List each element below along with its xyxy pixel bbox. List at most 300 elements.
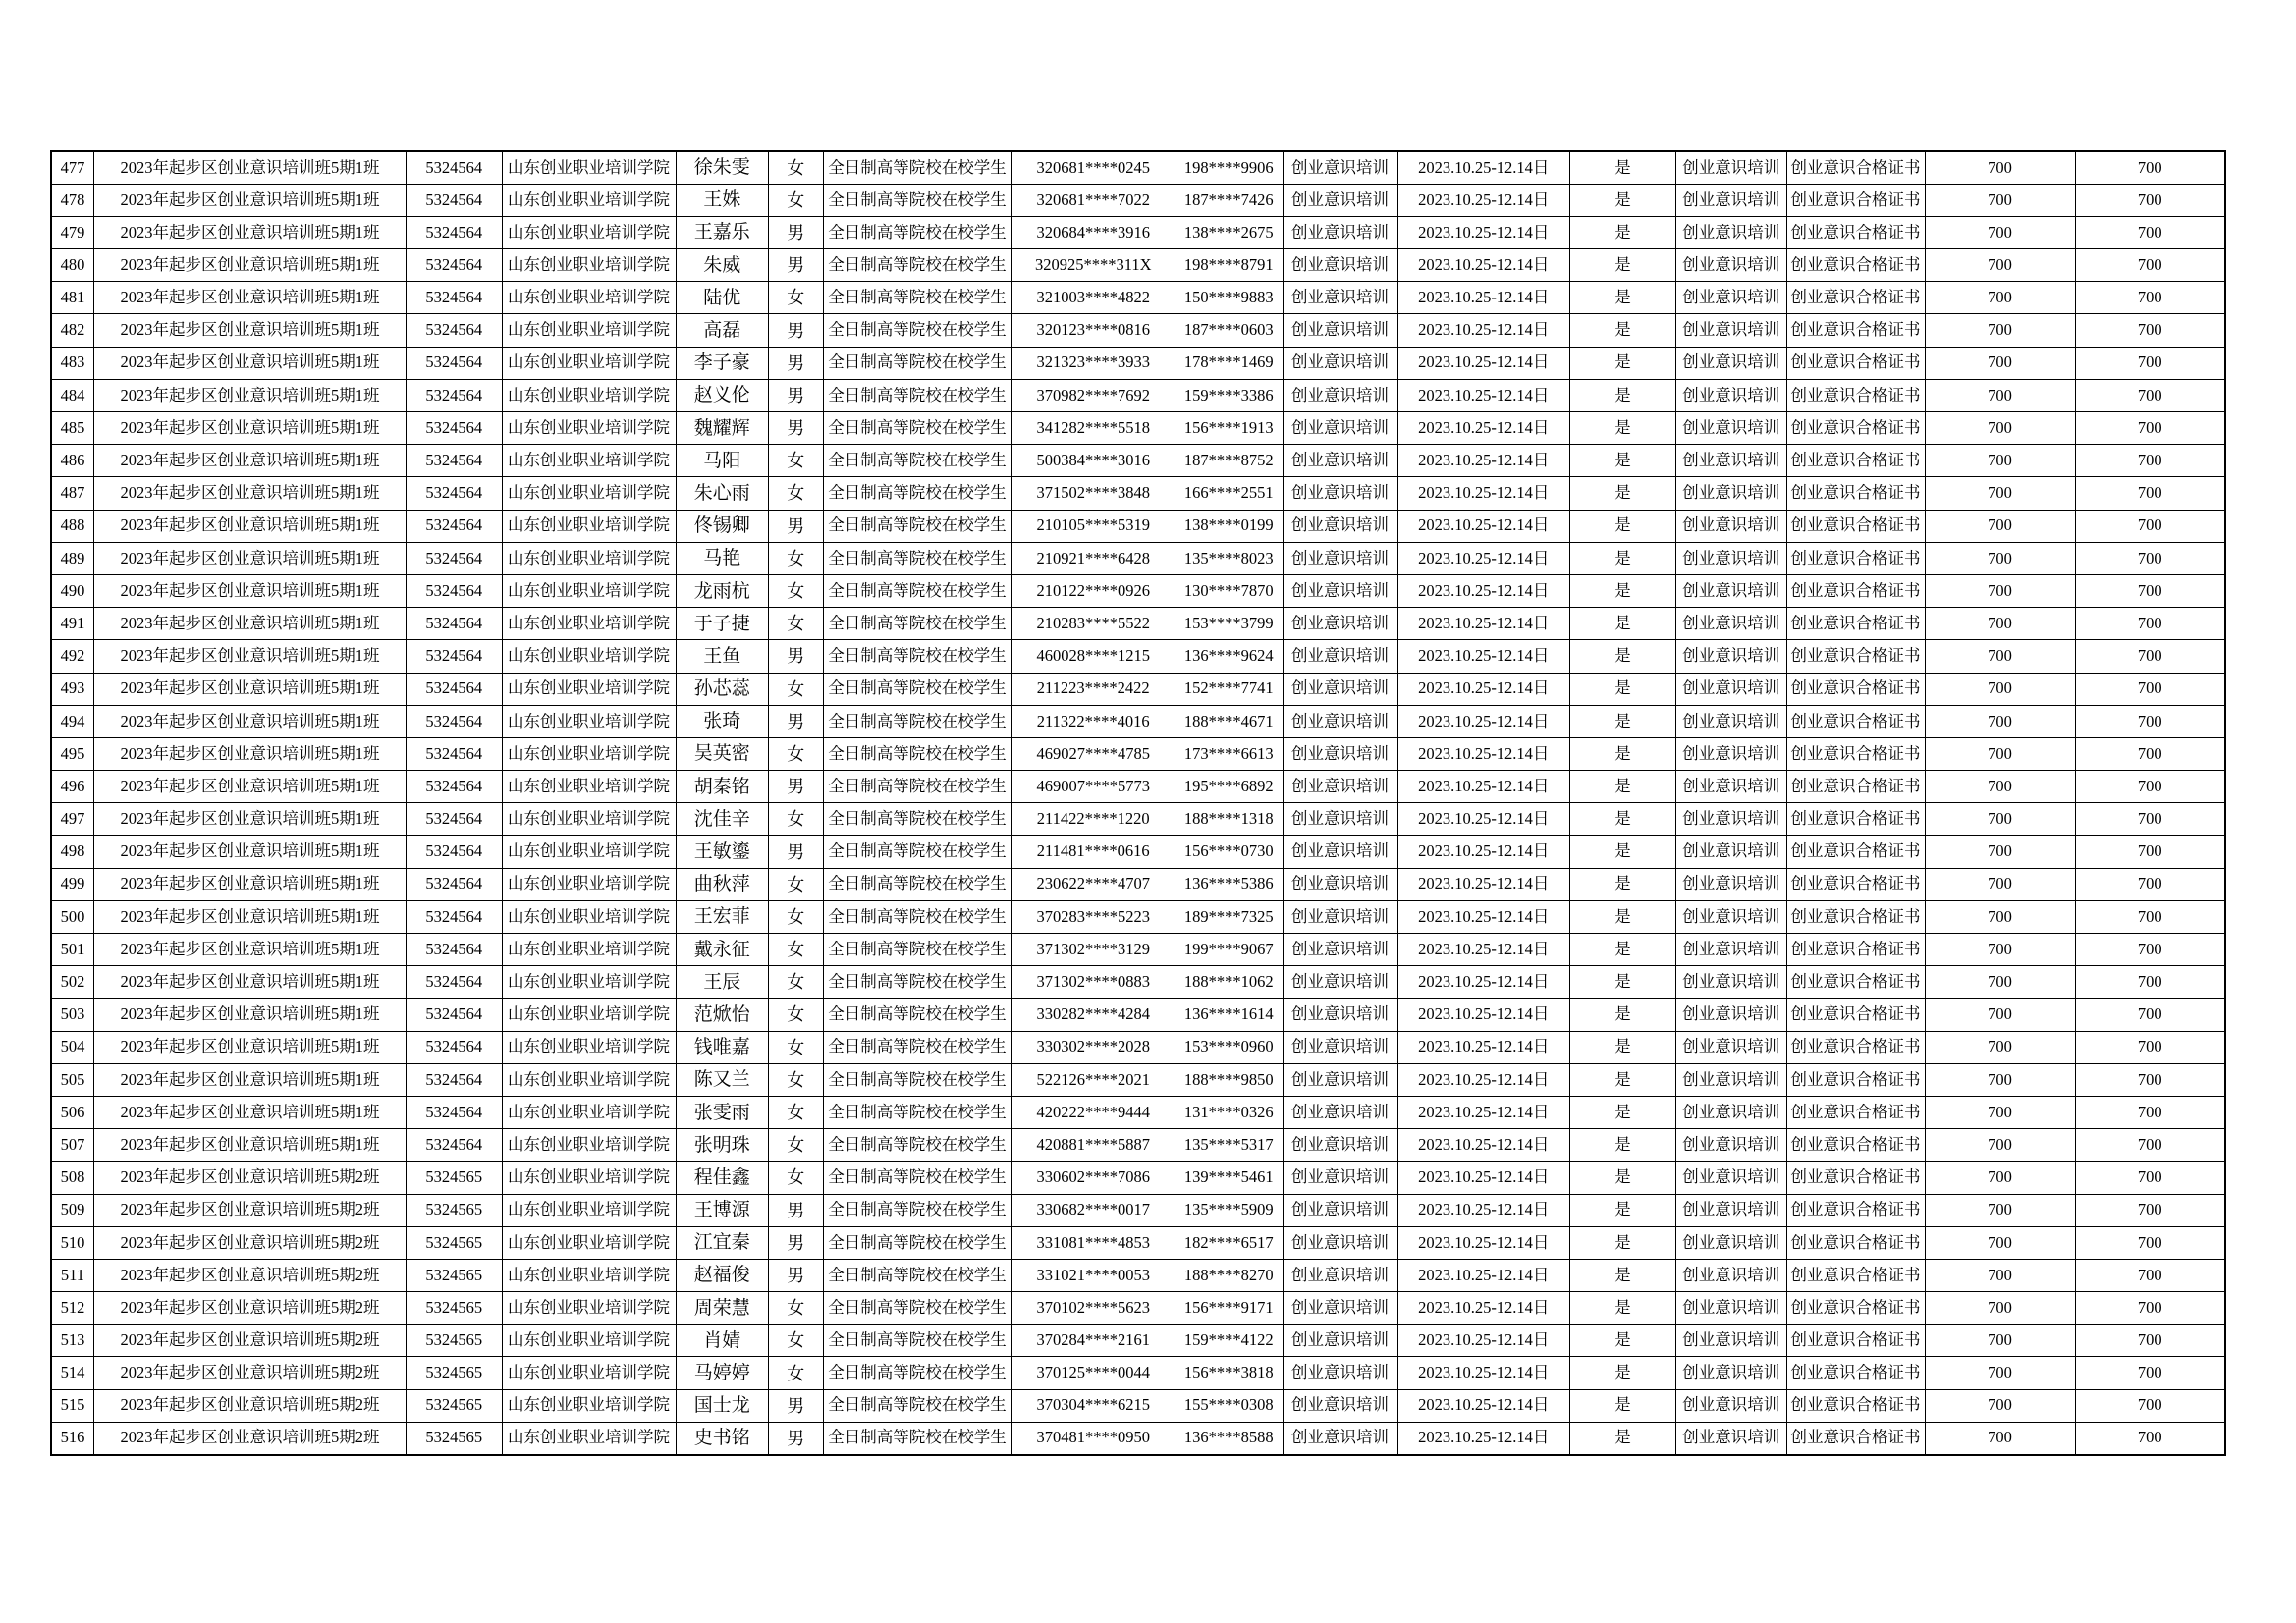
- cell-gender: 女: [769, 1063, 824, 1096]
- cell-training-period: 2023.10.25-12.14日: [1397, 574, 1570, 607]
- cell-certificate-name: 创业意识合格证书: [1786, 1063, 1925, 1096]
- cell-gender: 女: [769, 1292, 824, 1325]
- cell-amount-2: 700: [2075, 608, 2225, 640]
- cell-id-number: 211481****0616: [1011, 836, 1175, 868]
- cell-training-type: 创业意识培训: [1283, 1292, 1397, 1325]
- table-row: [51, 705, 2225, 737]
- cell-category: 全日制高等院校在校学生: [823, 1162, 1011, 1194]
- cell-qualified: 是: [1570, 608, 1676, 640]
- cell-index: 505: [51, 1063, 94, 1096]
- cell-institution: 山东创业职业培训学院: [502, 249, 676, 282]
- cell-training-type: 创业意识培训: [1283, 803, 1397, 836]
- table-row: [51, 1162, 2225, 1194]
- cell-institution: 山东创业职业培训学院: [502, 966, 676, 999]
- cell-trainee-name: 钱唯嘉: [676, 1031, 769, 1063]
- cell-training-period: 2023.10.25-12.14日: [1397, 1389, 1570, 1422]
- cell-qualified: 是: [1570, 803, 1676, 836]
- cell-id-number: 371502****3848: [1011, 477, 1175, 510]
- cell-qualified: 是: [1570, 705, 1676, 737]
- cell-gender: 女: [769, 1096, 824, 1128]
- cell-category: 全日制高等院校在校学生: [823, 868, 1011, 900]
- cell-id-number: 370284****2161: [1011, 1325, 1175, 1357]
- cell-certificate-type: 创业意识培训: [1676, 282, 1787, 314]
- cell-trainee-name: 戴永征: [676, 934, 769, 966]
- cell-class-code: 5324565: [407, 1194, 503, 1226]
- cell-institution: 山东创业职业培训学院: [502, 216, 676, 248]
- cell-certificate-type: 创业意识培训: [1676, 1357, 1787, 1389]
- cell-phone: 153****3799: [1175, 608, 1284, 640]
- cell-category: 全日制高等院校在校学生: [823, 737, 1011, 770]
- cell-index: 491: [51, 608, 94, 640]
- cell-class-code: 5324564: [407, 477, 503, 510]
- table-row: [51, 1031, 2225, 1063]
- cell-certificate-type: 创业意识培训: [1676, 999, 1787, 1031]
- cell-training-type: 创业意识培训: [1283, 542, 1397, 574]
- cell-training-period: 2023.10.25-12.14日: [1397, 803, 1570, 836]
- cell-phone: 155****0308: [1175, 1389, 1284, 1422]
- cell-amount-1: 700: [1925, 1259, 2075, 1291]
- cell-amount-1: 700: [1925, 151, 2075, 184]
- cell-qualified: 是: [1570, 1031, 1676, 1063]
- cell-class-name: 2023年起步区创业意识培训班5期1班: [94, 868, 407, 900]
- cell-gender: 男: [769, 379, 824, 411]
- cell-institution: 山东创业职业培训学院: [502, 1357, 676, 1389]
- cell-amount-2: 700: [2075, 1422, 2225, 1454]
- cell-id-number: 211322****4016: [1011, 705, 1175, 737]
- cell-amount-2: 700: [2075, 542, 2225, 574]
- cell-class-name: 2023年起步区创业意识培训班5期1班: [94, 510, 407, 542]
- cell-gender: 女: [769, 803, 824, 836]
- cell-gender: 女: [769, 966, 824, 999]
- cell-training-type: 创业意识培训: [1283, 1194, 1397, 1226]
- cell-phone: 159****4122: [1175, 1325, 1284, 1357]
- cell-amount-1: 700: [1925, 1292, 2075, 1325]
- cell-class-name: 2023年起步区创业意识培训班5期1班: [94, 608, 407, 640]
- cell-trainee-name: 李子豪: [676, 347, 769, 379]
- cell-gender: 女: [769, 1031, 824, 1063]
- cell-trainee-name: 高磊: [676, 314, 769, 347]
- cell-category: 全日制高等院校在校学生: [823, 803, 1011, 836]
- cell-class-name: 2023年起步区创业意识培训班5期1班: [94, 966, 407, 999]
- cell-qualified: 是: [1570, 999, 1676, 1031]
- cell-amount-2: 700: [2075, 1259, 2225, 1291]
- cell-training-period: 2023.10.25-12.14日: [1397, 771, 1570, 803]
- cell-amount-2: 700: [2075, 1063, 2225, 1096]
- cell-class-name: 2023年起步区创业意识培训班5期1班: [94, 542, 407, 574]
- table-row: [51, 1422, 2225, 1454]
- cell-phone: 189****7325: [1175, 900, 1284, 933]
- cell-trainee-name: 赵福俊: [676, 1259, 769, 1291]
- cell-category: 全日制高等院校在校学生: [823, 379, 1011, 411]
- cell-amount-1: 700: [1925, 477, 2075, 510]
- cell-training-period: 2023.10.25-12.14日: [1397, 608, 1570, 640]
- cell-amount-1: 700: [1925, 216, 2075, 248]
- cell-phone: 152****7741: [1175, 673, 1284, 705]
- cell-category: 全日制高等院校在校学生: [823, 705, 1011, 737]
- cell-training-type: 创业意识培训: [1283, 1389, 1397, 1422]
- cell-class-name: 2023年起步区创业意识培训班5期1班: [94, 737, 407, 770]
- cell-class-name: 2023年起步区创业意识培训班5期1班: [94, 1129, 407, 1162]
- cell-institution: 山东创业职业培训学院: [502, 1096, 676, 1128]
- cell-qualified: 是: [1570, 1422, 1676, 1454]
- cell-class-name: 2023年起步区创业意识培训班5期1班: [94, 934, 407, 966]
- cell-training-type: 创业意识培训: [1283, 379, 1397, 411]
- cell-id-number: 320123****0816: [1011, 314, 1175, 347]
- cell-index: 513: [51, 1325, 94, 1357]
- cell-index: 511: [51, 1259, 94, 1291]
- cell-training-period: 2023.10.25-12.14日: [1397, 1194, 1570, 1226]
- table-row: [51, 151, 2225, 184]
- cell-training-type: 创业意识培训: [1283, 347, 1397, 379]
- cell-certificate-type: 创业意识培训: [1676, 1194, 1787, 1226]
- cell-id-number: 331081****4853: [1011, 1226, 1175, 1259]
- cell-training-period: 2023.10.25-12.14日: [1397, 347, 1570, 379]
- cell-amount-1: 700: [1925, 347, 2075, 379]
- cell-qualified: 是: [1570, 282, 1676, 314]
- cell-amount-2: 700: [2075, 1162, 2225, 1194]
- cell-category: 全日制高等院校在校学生: [823, 1389, 1011, 1422]
- cell-certificate-type: 创业意识培训: [1676, 705, 1787, 737]
- cell-amount-2: 700: [2075, 1357, 2225, 1389]
- cell-class-name: 2023年起步区创业意识培训班5期1班: [94, 151, 407, 184]
- table-row: [51, 314, 2225, 347]
- cell-training-type: 创业意识培训: [1283, 1162, 1397, 1194]
- cell-amount-1: 700: [1925, 836, 2075, 868]
- cell-class-code: 5324564: [407, 934, 503, 966]
- cell-amount-2: 700: [2075, 347, 2225, 379]
- cell-certificate-type: 创业意识培训: [1676, 966, 1787, 999]
- cell-index: 485: [51, 412, 94, 445]
- cell-class-name: 2023年起步区创业意识培训班5期1班: [94, 314, 407, 347]
- cell-certificate-name: 创业意识合格证书: [1786, 412, 1925, 445]
- cell-training-type: 创业意识培训: [1283, 1129, 1397, 1162]
- cell-certificate-name: 创业意识合格证书: [1786, 1422, 1925, 1454]
- cell-gender: 男: [769, 314, 824, 347]
- cell-phone: 187****0603: [1175, 314, 1284, 347]
- cell-gender: 男: [769, 771, 824, 803]
- cell-amount-1: 700: [1925, 1389, 2075, 1422]
- cell-amount-2: 700: [2075, 282, 2225, 314]
- cell-id-number: 370283****5223: [1011, 900, 1175, 933]
- cell-institution: 山东创业职业培训学院: [502, 1129, 676, 1162]
- cell-class-code: 5324564: [407, 151, 503, 184]
- cell-amount-2: 700: [2075, 184, 2225, 216]
- cell-class-name: 2023年起步区创业意识培训班5期1班: [94, 347, 407, 379]
- cell-class-code: 5324564: [407, 184, 503, 216]
- cell-class-code: 5324564: [407, 868, 503, 900]
- cell-category: 全日制高等院校在校学生: [823, 999, 1011, 1031]
- table-row: [51, 1063, 2225, 1096]
- cell-index: 507: [51, 1129, 94, 1162]
- cell-gender: 男: [769, 1194, 824, 1226]
- cell-category: 全日制高等院校在校学生: [823, 510, 1011, 542]
- cell-category: 全日制高等院校在校学生: [823, 542, 1011, 574]
- cell-certificate-type: 创业意识培训: [1676, 900, 1787, 933]
- cell-certificate-name: 创业意识合格证书: [1786, 574, 1925, 607]
- table-row: [51, 1096, 2225, 1128]
- cell-class-code: 5324564: [407, 836, 503, 868]
- cell-id-number: 320681****0245: [1011, 151, 1175, 184]
- cell-certificate-type: 创业意识培训: [1676, 542, 1787, 574]
- cell-trainee-name: 王鱼: [676, 640, 769, 673]
- cell-training-period: 2023.10.25-12.14日: [1397, 1226, 1570, 1259]
- cell-category: 全日制高等院校在校学生: [823, 1194, 1011, 1226]
- cell-certificate-name: 创业意识合格证书: [1786, 705, 1925, 737]
- cell-certificate-type: 创业意识培训: [1676, 510, 1787, 542]
- cell-amount-1: 700: [1925, 1162, 2075, 1194]
- cell-training-type: 创业意识培训: [1283, 477, 1397, 510]
- table-row: [51, 900, 2225, 933]
- cell-institution: 山东创业职业培训学院: [502, 1031, 676, 1063]
- cell-training-type: 创业意识培训: [1283, 184, 1397, 216]
- cell-id-number: 211422****1220: [1011, 803, 1175, 836]
- cell-training-period: 2023.10.25-12.14日: [1397, 900, 1570, 933]
- cell-qualified: 是: [1570, 412, 1676, 445]
- table-row: [51, 249, 2225, 282]
- cell-gender: 女: [769, 868, 824, 900]
- cell-amount-1: 700: [1925, 1129, 2075, 1162]
- cell-training-period: 2023.10.25-12.14日: [1397, 1259, 1570, 1291]
- cell-category: 全日制高等院校在校学生: [823, 249, 1011, 282]
- cell-class-code: 5324564: [407, 640, 503, 673]
- cell-category: 全日制高等院校在校学生: [823, 1422, 1011, 1454]
- cell-gender: 男: [769, 216, 824, 248]
- cell-trainee-name: 孙芯蕊: [676, 673, 769, 705]
- cell-institution: 山东创业职业培训学院: [502, 900, 676, 933]
- cell-training-type: 创业意识培训: [1283, 868, 1397, 900]
- cell-category: 全日制高等院校在校学生: [823, 347, 1011, 379]
- cell-qualified: 是: [1570, 673, 1676, 705]
- cell-index: 482: [51, 314, 94, 347]
- cell-certificate-type: 创业意识培训: [1676, 1096, 1787, 1128]
- cell-qualified: 是: [1570, 542, 1676, 574]
- cell-gender: 女: [769, 282, 824, 314]
- cell-phone: 136****5386: [1175, 868, 1284, 900]
- cell-qualified: 是: [1570, 737, 1676, 770]
- cell-certificate-type: 创业意识培训: [1676, 445, 1787, 477]
- cell-training-type: 创业意识培训: [1283, 1325, 1397, 1357]
- cell-amount-2: 700: [2075, 868, 2225, 900]
- cell-training-period: 2023.10.25-12.14日: [1397, 249, 1570, 282]
- cell-trainee-name: 魏耀辉: [676, 412, 769, 445]
- cell-index: 477: [51, 151, 94, 184]
- cell-trainee-name: 龙雨杭: [676, 574, 769, 607]
- cell-phone: 166****2551: [1175, 477, 1284, 510]
- cell-training-period: 2023.10.25-12.14日: [1397, 999, 1570, 1031]
- table-row: [51, 999, 2225, 1031]
- cell-class-name: 2023年起步区创业意识培训班5期1班: [94, 1096, 407, 1128]
- cell-amount-2: 700: [2075, 1194, 2225, 1226]
- cell-category: 全日制高等院校在校学生: [823, 1129, 1011, 1162]
- cell-certificate-name: 创业意识合格证书: [1786, 673, 1925, 705]
- cell-certificate-type: 创业意识培训: [1676, 379, 1787, 411]
- cell-qualified: 是: [1570, 771, 1676, 803]
- cell-amount-1: 700: [1925, 803, 2075, 836]
- cell-amount-1: 700: [1925, 1226, 2075, 1259]
- cell-training-period: 2023.10.25-12.14日: [1397, 673, 1570, 705]
- cell-phone: 182****6517: [1175, 1226, 1284, 1259]
- cell-index: 500: [51, 900, 94, 933]
- cell-institution: 山东创业职业培训学院: [502, 379, 676, 411]
- cell-gender: 女: [769, 1325, 824, 1357]
- cell-certificate-type: 创业意识培训: [1676, 737, 1787, 770]
- cell-certificate-type: 创业意识培训: [1676, 574, 1787, 607]
- cell-qualified: 是: [1570, 640, 1676, 673]
- cell-index: 498: [51, 836, 94, 868]
- cell-training-type: 创业意识培训: [1283, 1096, 1397, 1128]
- cell-institution: 山东创业职业培训学院: [502, 1259, 676, 1291]
- cell-amount-2: 700: [2075, 999, 2225, 1031]
- cell-index: 509: [51, 1194, 94, 1226]
- cell-class-name: 2023年起步区创业意识培训班5期2班: [94, 1259, 407, 1291]
- cell-class-code: 5324565: [407, 1162, 503, 1194]
- cell-amount-1: 700: [1925, 900, 2075, 933]
- cell-certificate-type: 创业意识培训: [1676, 673, 1787, 705]
- cell-class-name: 2023年起步区创业意识培训班5期1班: [94, 379, 407, 411]
- cell-category: 全日制高等院校在校学生: [823, 640, 1011, 673]
- cell-index: 483: [51, 347, 94, 379]
- cell-certificate-name: 创业意识合格证书: [1786, 868, 1925, 900]
- cell-phone: 153****0960: [1175, 1031, 1284, 1063]
- cell-id-number: 371302****3129: [1011, 934, 1175, 966]
- cell-amount-1: 700: [1925, 282, 2075, 314]
- cell-institution: 山东创业职业培训学院: [502, 771, 676, 803]
- cell-institution: 山东创业职业培训学院: [502, 640, 676, 673]
- cell-amount-1: 700: [1925, 1063, 2075, 1096]
- cell-amount-1: 700: [1925, 1194, 2075, 1226]
- cell-training-period: 2023.10.25-12.14日: [1397, 1292, 1570, 1325]
- cell-training-period: 2023.10.25-12.14日: [1397, 379, 1570, 411]
- cell-qualified: 是: [1570, 966, 1676, 999]
- cell-institution: 山东创业职业培训学院: [502, 1194, 676, 1226]
- cell-amount-1: 700: [1925, 184, 2075, 216]
- cell-certificate-name: 创业意识合格证书: [1786, 1194, 1925, 1226]
- cell-certificate-type: 创业意识培训: [1676, 640, 1787, 673]
- cell-certificate-name: 创业意识合格证书: [1786, 1226, 1925, 1259]
- cell-class-code: 5324564: [407, 542, 503, 574]
- cell-phone: 187****7426: [1175, 184, 1284, 216]
- cell-trainee-name: 张琦: [676, 705, 769, 737]
- cell-training-period: 2023.10.25-12.14日: [1397, 1325, 1570, 1357]
- cell-amount-2: 700: [2075, 151, 2225, 184]
- cell-gender: 女: [769, 673, 824, 705]
- cell-qualified: 是: [1570, 574, 1676, 607]
- cell-id-number: 370125****0044: [1011, 1357, 1175, 1389]
- cell-index: 495: [51, 737, 94, 770]
- cell-training-period: 2023.10.25-12.14日: [1397, 510, 1570, 542]
- cell-index: 492: [51, 640, 94, 673]
- cell-amount-2: 700: [2075, 412, 2225, 445]
- cell-phone: 187****8752: [1175, 445, 1284, 477]
- cell-certificate-type: 创业意识培训: [1676, 1292, 1787, 1325]
- cell-id-number: 371302****0883: [1011, 966, 1175, 999]
- cell-institution: 山东创业职业培训学院: [502, 673, 676, 705]
- cell-phone: 138****0199: [1175, 510, 1284, 542]
- cell-training-type: 创业意识培训: [1283, 966, 1397, 999]
- cell-amount-1: 700: [1925, 1422, 2075, 1454]
- cell-training-period: 2023.10.25-12.14日: [1397, 1031, 1570, 1063]
- cell-certificate-type: 创业意识培训: [1676, 608, 1787, 640]
- cell-phone: 195****6892: [1175, 771, 1284, 803]
- cell-institution: 山东创业职业培训学院: [502, 574, 676, 607]
- cell-amount-2: 700: [2075, 1292, 2225, 1325]
- cell-institution: 山东创业职业培训学院: [502, 1422, 676, 1454]
- cell-training-period: 2023.10.25-12.14日: [1397, 966, 1570, 999]
- cell-certificate-type: 创业意识培训: [1676, 1162, 1787, 1194]
- cell-class-code: 5324564: [407, 445, 503, 477]
- cell-phone: 139****5461: [1175, 1162, 1284, 1194]
- cell-id-number: 331021****0053: [1011, 1259, 1175, 1291]
- cell-certificate-name: 创业意识合格证书: [1786, 803, 1925, 836]
- cell-training-period: 2023.10.25-12.14日: [1397, 934, 1570, 966]
- cell-certificate-name: 创业意识合格证书: [1786, 216, 1925, 248]
- table-row: [51, 934, 2225, 966]
- cell-trainee-name: 江宜秦: [676, 1226, 769, 1259]
- cell-class-code: 5324564: [407, 966, 503, 999]
- cell-qualified: 是: [1570, 836, 1676, 868]
- cell-certificate-type: 创业意识培训: [1676, 412, 1787, 445]
- cell-category: 全日制高等院校在校学生: [823, 412, 1011, 445]
- cell-certificate-name: 创业意识合格证书: [1786, 249, 1925, 282]
- cell-class-name: 2023年起步区创业意识培训班5期1班: [94, 803, 407, 836]
- cell-class-code: 5324564: [407, 574, 503, 607]
- cell-institution: 山东创业职业培训学院: [502, 510, 676, 542]
- cell-class-code: 5324565: [407, 1292, 503, 1325]
- cell-gender: 男: [769, 1389, 824, 1422]
- cell-class-name: 2023年起步区创业意识培训班5期1班: [94, 412, 407, 445]
- table-row: [51, 1389, 2225, 1422]
- cell-class-name: 2023年起步区创业意识培训班5期1班: [94, 771, 407, 803]
- cell-index: 504: [51, 1031, 94, 1063]
- cell-class-name: 2023年起步区创业意识培训班5期2班: [94, 1226, 407, 1259]
- table-row: [51, 445, 2225, 477]
- cell-amount-2: 700: [2075, 216, 2225, 248]
- table-row: [51, 542, 2225, 574]
- cell-certificate-name: 创业意识合格证书: [1786, 1096, 1925, 1128]
- cell-certificate-name: 创业意识合格证书: [1786, 1292, 1925, 1325]
- cell-amount-2: 700: [2075, 477, 2225, 510]
- cell-class-name: 2023年起步区创业意识培训班5期2班: [94, 1389, 407, 1422]
- cell-qualified: 是: [1570, 868, 1676, 900]
- cell-gender: 女: [769, 445, 824, 477]
- cell-amount-1: 700: [1925, 1096, 2075, 1128]
- cell-trainee-name: 周荣慧: [676, 1292, 769, 1325]
- cell-phone: 138****2675: [1175, 216, 1284, 248]
- cell-gender: 女: [769, 1129, 824, 1162]
- cell-qualified: 是: [1570, 184, 1676, 216]
- cell-trainee-name: 王宏菲: [676, 900, 769, 933]
- cell-certificate-name: 创业意识合格证书: [1786, 314, 1925, 347]
- cell-certificate-type: 创业意识培训: [1676, 1129, 1787, 1162]
- cell-institution: 山东创业职业培训学院: [502, 412, 676, 445]
- cell-index: 487: [51, 477, 94, 510]
- cell-certificate-name: 创业意识合格证书: [1786, 477, 1925, 510]
- cell-amount-1: 700: [1925, 1031, 2075, 1063]
- cell-certificate-name: 创业意识合格证书: [1786, 608, 1925, 640]
- cell-institution: 山东创业职业培训学院: [502, 347, 676, 379]
- cell-class-name: 2023年起步区创业意识培训班5期1班: [94, 836, 407, 868]
- cell-index: 486: [51, 445, 94, 477]
- cell-phone: 135****5909: [1175, 1194, 1284, 1226]
- cell-certificate-name: 创业意识合格证书: [1786, 1031, 1925, 1063]
- cell-phone: 188****1318: [1175, 803, 1284, 836]
- cell-training-type: 创业意识培训: [1283, 900, 1397, 933]
- cell-amount-2: 700: [2075, 1325, 2225, 1357]
- cell-qualified: 是: [1570, 1357, 1676, 1389]
- cell-institution: 山东创业职业培训学院: [502, 737, 676, 770]
- cell-trainee-name: 马婷婷: [676, 1357, 769, 1389]
- cell-phone: 156****3818: [1175, 1357, 1284, 1389]
